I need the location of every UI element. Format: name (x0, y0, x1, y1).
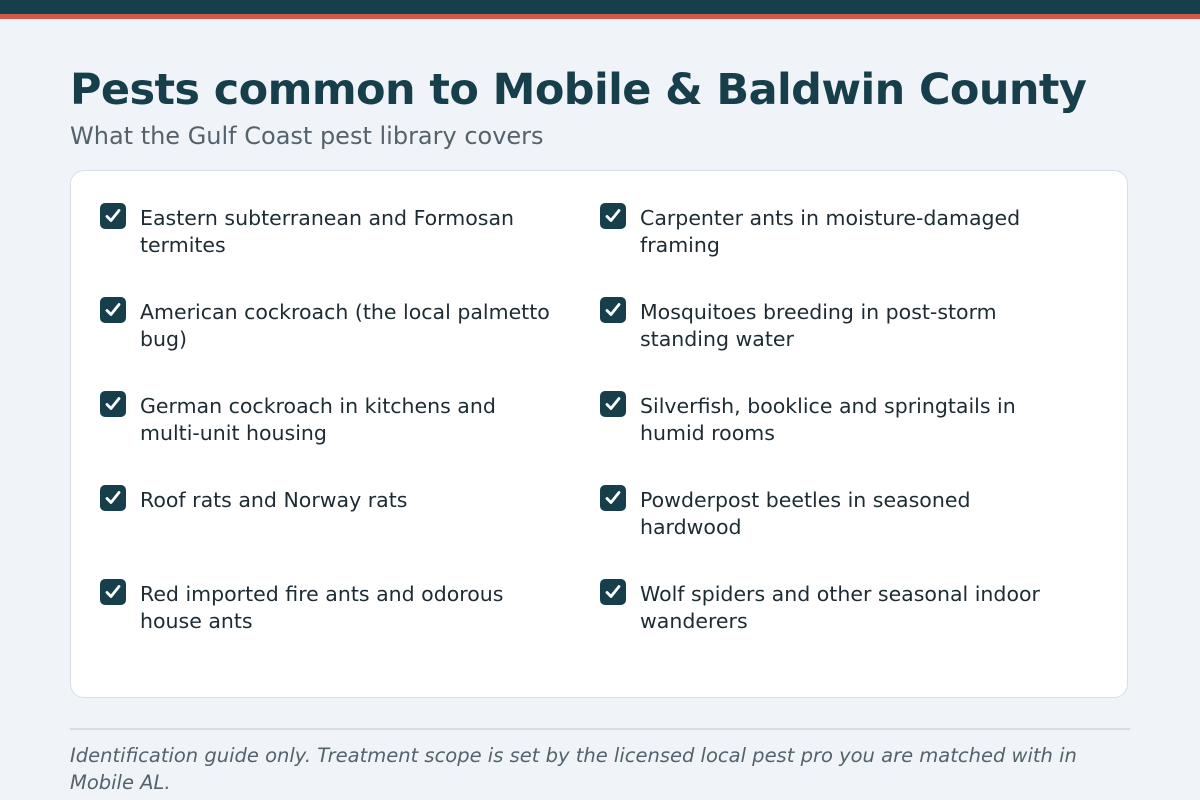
list-item-label: Mosquitoes breeding in post-storm standing water (640, 300, 997, 351)
checkbox-checked-icon (100, 297, 126, 323)
list-item-label: Silverfish, booklice and springtails in humid rooms (640, 394, 1016, 445)
top-bar (0, 0, 1200, 14)
top-accent-stripe (0, 14, 1200, 19)
list-item-label: Red imported fire ants and odorous house ants (140, 582, 504, 633)
page-subtitle: What the Gulf Coast pest library covers (70, 122, 544, 150)
page-title: Pests common to Mobile & Baldwin County (70, 65, 1087, 115)
checkbox-checked-icon (100, 203, 126, 229)
list-item-label: American cockroach (the local palmetto bug) (140, 300, 550, 351)
checkbox-checked-icon (100, 579, 126, 605)
checkbox-checked-icon (600, 485, 626, 511)
pest-list-card (70, 170, 1128, 698)
checkbox-checked-icon (100, 391, 126, 417)
checkbox-checked-icon (600, 391, 626, 417)
list-item-label: Powderpost beetles in seasoned hardwood (640, 488, 971, 539)
list-item-label: Wolf spiders and other seasonal indoor wanderers (640, 582, 1040, 633)
checkbox-checked-icon (100, 485, 126, 511)
checkbox-checked-icon (600, 579, 626, 605)
list-item-label: Eastern subterranean and Formosan termites (140, 206, 514, 257)
list-item-label: German cockroach in kitchens and multi-unit housing (140, 394, 496, 445)
footer-note: Identification guide only. Treatment scope is set by the licensed local pest pro you are matched with in Mobile AL. (70, 744, 1077, 794)
list-item-label: Roof rats and Norway rats (140, 488, 408, 512)
checkbox-checked-icon (600, 297, 626, 323)
checkbox-checked-icon (600, 203, 626, 229)
list-item-label: Carpenter ants in moisture-damaged framing (640, 206, 1021, 257)
footer-divider (70, 728, 1130, 730)
